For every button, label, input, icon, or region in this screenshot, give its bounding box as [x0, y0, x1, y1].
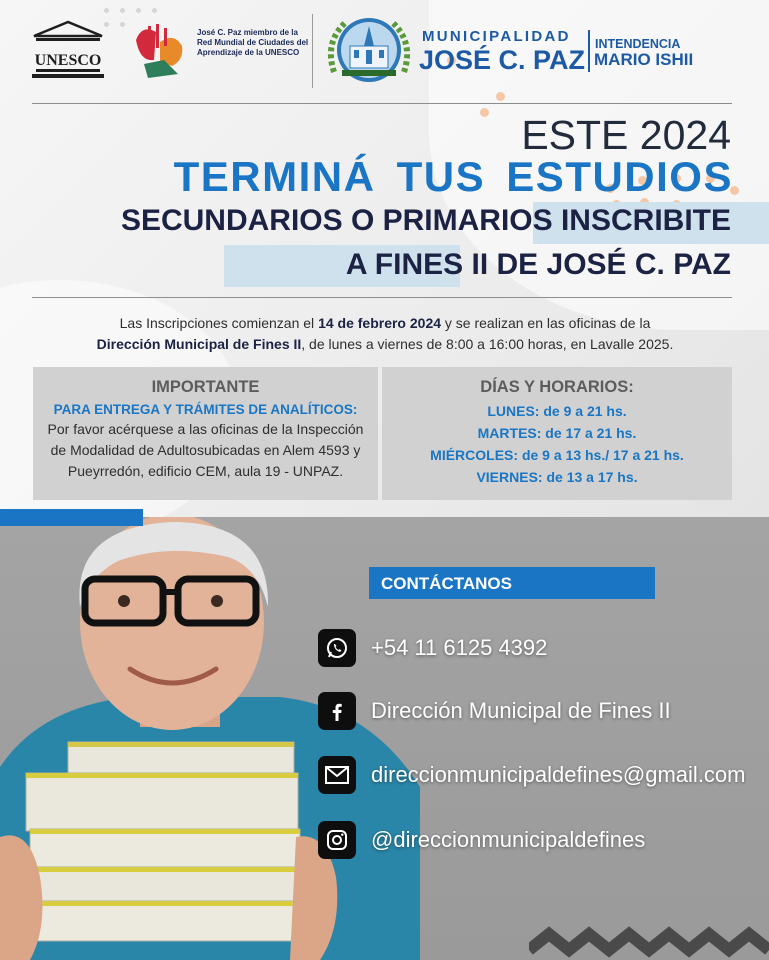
municipal-seal: [324, 12, 414, 90]
intro-paragraph: Las Inscripciones comienzan el 14 de febrero 2024 y se realizan en las oficinas de la Dirección Municipal de Fines II, de lunes a viernes de 8:00 a 16:00 horas, en Lavalle 2025.: [96, 315, 674, 352]
important-subtitle: PARA ENTREGA Y TRÁMITES DE ANALÍTICOS:: [53, 402, 358, 417]
schedule-title: DÍAS Y HORARIOS:: [480, 378, 634, 396]
contact-instagram[interactable]: [318, 821, 645, 859]
contact-instagram-handle: @direccionmunicipaldefines: [371, 827, 646, 852]
learning-city-text: José C. Paz miembro de la Red Mundial de Ciudades del Aprendizaje de la UNESCO: [197, 28, 309, 57]
contact-facebook[interactable]: [318, 692, 671, 730]
municipality-label: MUNICIPALIDAD: [422, 28, 571, 45]
headline-main: TERMINÁ TUS ESTUDIOS: [173, 153, 733, 200]
municipality-name: JOSÉ C. PAZ: [419, 45, 586, 75]
accent-bar: [0, 509, 143, 526]
contact-phone: +54 11 6125 4392: [371, 635, 548, 660]
contact-facebook-name: Dirección Municipal de Fines II: [371, 698, 671, 723]
important-text: Por favor acérquese a las oficinas de la Inspección de Modalidad de Adultosubicadas en Alem 4593 y Pueyrredón, edificio CEM, aula 19 - UNPAZ.: [47, 421, 364, 479]
mail-icon: [318, 756, 356, 794]
intendencia-label: INTENDENCIA: [595, 37, 681, 51]
unesco-logo: [30, 20, 106, 82]
contact-title: CONTÁCTANOS: [369, 567, 655, 599]
divider-line: [32, 297, 732, 298]
headline-line3: SECUNDARIOS O PRIMARIOS INSCRIBITE: [120, 204, 731, 237]
start-date: 14 de febrero 2024: [318, 315, 442, 331]
whatsapp-icon: [318, 629, 356, 667]
headline-line4: A FINES II DE JOSÉ C. PAZ: [345, 248, 731, 281]
intendencia-name: MARIO ISHII: [594, 50, 694, 69]
schedule-item: LUNES: de 9 a 21 hs.: [487, 403, 627, 419]
municipality-divider: [588, 30, 590, 72]
decorative-chevrons: [529, 920, 769, 960]
schedule-item: VIERNES: de 13 a 17 hs.: [476, 469, 638, 485]
contact-email-address: direccionmunicipaldefines@gmail.com: [371, 762, 746, 787]
facebook-icon: [318, 692, 356, 730]
divider-line: [32, 103, 732, 104]
header-divider: [312, 14, 313, 88]
important-title: IMPORTANTE: [151, 378, 260, 396]
unesco-label: UNESCO: [34, 52, 102, 69]
learning-cities-logo: [130, 20, 188, 82]
schedule-item: MARTES: de 17 a 21 hs.: [477, 425, 637, 441]
schedule-item: MIÉRCOLES: de 9 a 13 hs./ 17 a 21 hs.: [430, 447, 684, 463]
headline-year: ESTE 2024: [521, 112, 731, 158]
schedule-box: [382, 367, 732, 500]
contact-whatsapp[interactable]: [318, 629, 547, 667]
office-name: Dirección Municipal de Fines II: [96, 336, 302, 352]
important-box: [33, 367, 378, 500]
instagram-icon: [318, 821, 356, 859]
man-with-books-photo: [0, 517, 420, 960]
contact-email[interactable]: [318, 756, 746, 794]
